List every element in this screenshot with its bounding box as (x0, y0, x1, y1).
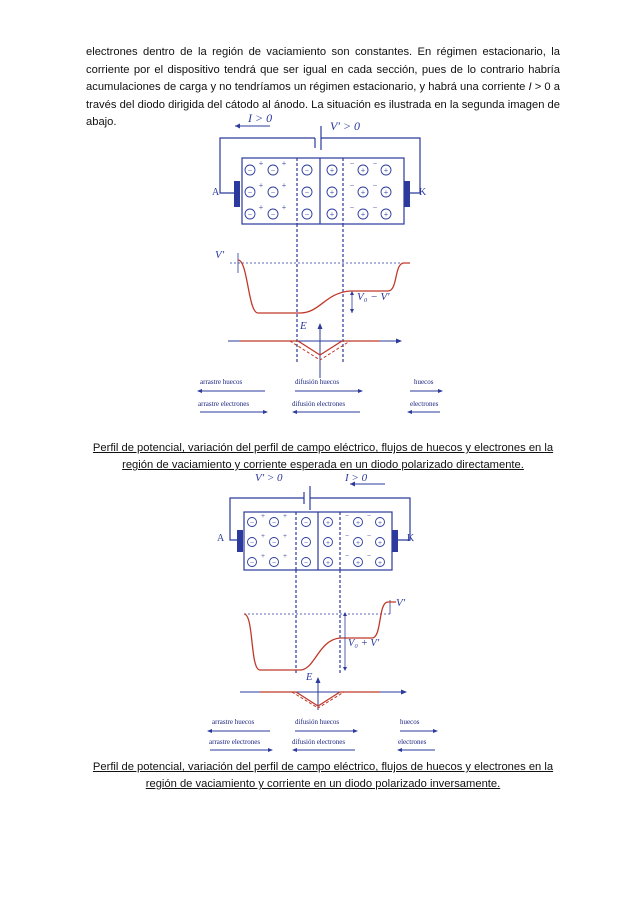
svg-text:−: − (366, 551, 372, 560)
fig2-potential-label: V′ (396, 597, 406, 609)
fig2-flow-hole-diffusion: difusión huecos (295, 718, 340, 726)
fig2-voltage-label: V′ > 0 (255, 472, 283, 484)
fig2-flow-arrows (205, 728, 445, 754)
svg-text:−: − (303, 518, 309, 527)
fig2-barrier-label: V₀ + V′ (348, 638, 380, 649)
fig2-cathode-label: K (407, 533, 415, 544)
svg-text:−: − (344, 511, 350, 520)
svg-text:+: + (282, 511, 288, 520)
fig2-flow-hole-drift: arrastre huecos (212, 718, 255, 726)
fig1-anode-label: A (212, 187, 220, 198)
svg-text:−: − (249, 518, 255, 527)
cathode-contact-2 (392, 530, 398, 552)
reverse-bias-diagram (200, 470, 440, 715)
svg-text:−: − (270, 210, 276, 219)
svg-text:+: + (360, 188, 366, 197)
fig1-flow-holes: huecos (414, 378, 434, 386)
anode-contact-2 (237, 530, 243, 552)
svg-text:−: − (271, 558, 277, 567)
svg-text:−: − (304, 210, 310, 219)
svg-text:+: + (258, 203, 264, 212)
svg-text:−: − (247, 188, 253, 197)
svg-text:−: − (349, 203, 355, 212)
fig2-flow-electron-drift: arrastre electrones (209, 738, 261, 746)
svg-text:−: − (349, 159, 355, 168)
svg-text:−: − (366, 511, 372, 520)
svg-text:−: − (249, 558, 255, 567)
svg-text:+: + (383, 166, 389, 175)
fig1-flow-electrons: electrones (410, 400, 439, 408)
svg-text:+: + (260, 531, 266, 540)
svg-text:+: + (377, 518, 383, 527)
fig1-current-label: I > 0 (248, 111, 273, 125)
svg-text:+: + (377, 538, 383, 547)
svg-text:−: − (372, 159, 378, 168)
svg-text:−: − (344, 551, 350, 560)
svg-text:+: + (383, 210, 389, 219)
svg-text:−: − (349, 181, 355, 190)
svg-text:−: − (270, 166, 276, 175)
fig1-flow-arrows (195, 388, 445, 416)
fig1-flow-electron-diffusion: difusión electrones (292, 400, 346, 408)
svg-text:−: − (247, 210, 253, 219)
fig2-flow-electron-diffusion: difusión electrones (292, 738, 346, 746)
svg-text:+: + (329, 166, 335, 175)
svg-text:+: + (258, 181, 264, 190)
fig1-flow-hole-diffusion: difusión huecos (295, 378, 340, 386)
svg-text:+: + (355, 518, 361, 527)
svg-text:−: − (304, 188, 310, 197)
svg-text:+: + (360, 166, 366, 175)
caption-forward: Perfil de potencial, variación del perfil de campo eléctrico, flujos de huecos y electrones en la región de vaciamiento y corriente esperada en un diodo polarizado directamente. (92, 442, 554, 471)
svg-text:+: + (329, 210, 335, 219)
svg-text:−: − (270, 188, 276, 197)
svg-text:+: + (281, 181, 287, 190)
fig2-flow-holes: huecos (400, 718, 420, 726)
anode-contact (234, 181, 240, 207)
svg-text:−: − (303, 558, 309, 567)
fig1-cathode-label: K (419, 187, 427, 198)
fig2-current-label: I > 0 (345, 472, 368, 484)
svg-text:+: + (281, 159, 287, 168)
svg-text:−: − (271, 538, 277, 547)
fig1-field-label: E (300, 320, 307, 332)
current-symbol: I (528, 81, 532, 94)
svg-text:+: + (282, 551, 288, 560)
fig2-field-label: E (306, 672, 313, 683)
svg-text:+: + (258, 159, 264, 168)
fig1-voltage-label: V′ > 0 (330, 119, 361, 133)
svg-text:+: + (355, 538, 361, 547)
svg-text:−: − (372, 181, 378, 190)
svg-text:+: + (260, 511, 266, 520)
svg-text:+: + (325, 538, 331, 547)
svg-text:+: + (260, 551, 266, 560)
svg-text:−: − (303, 538, 309, 547)
fig1-flow-electron-drift: arrastre electrones (198, 400, 250, 408)
svg-text:−: − (372, 203, 378, 212)
svg-text:−: − (366, 531, 372, 540)
svg-text:+: + (360, 210, 366, 219)
fig1-potential-label: V′ (215, 249, 225, 261)
svg-text:+: + (355, 558, 361, 567)
svg-text:−: − (249, 538, 255, 547)
svg-text:+: + (329, 188, 335, 197)
fig2-anode-label: A (217, 533, 225, 544)
svg-text:+: + (383, 188, 389, 197)
svg-text:−: − (304, 166, 310, 175)
svg-text:−: − (344, 531, 350, 540)
svg-text:+: + (325, 558, 331, 567)
body-paragraph: electrones dentro de la región de vaciamiento son constantes. En régimen estacionario, la corriente por el dispositivo tendrá que ser igual en cada sección, pues de lo contrario habría acumulaciones de carga y no tendríamos un régimen estacionario, y habrá una corriente I > 0 a través del diodo dirigida del cátodo al ánodo. La situación es ilustrada en la segunda imagen de abajo. (86, 46, 560, 129)
cathode-contact (404, 181, 410, 207)
svg-text:−: − (247, 166, 253, 175)
caption-reverse: Perfil de potencial, variación del perfil de campo eléctrico, flujos de huecos y electrones en la región de vaciamiento y corriente en un diodo polarizado inversamente. (92, 761, 554, 790)
fig2-flow-electrons: electrones (398, 738, 427, 746)
svg-text:+: + (281, 203, 287, 212)
svg-text:−: − (271, 518, 277, 527)
fig1-flow-hole-drift: arrastre huecos (200, 378, 243, 386)
svg-text:+: + (325, 518, 331, 527)
forward-bias-diagram (190, 108, 450, 408)
fig1-barrier-label: V₀ − V′ (357, 291, 390, 303)
svg-text:+: + (282, 531, 288, 540)
svg-text:+: + (377, 558, 383, 567)
